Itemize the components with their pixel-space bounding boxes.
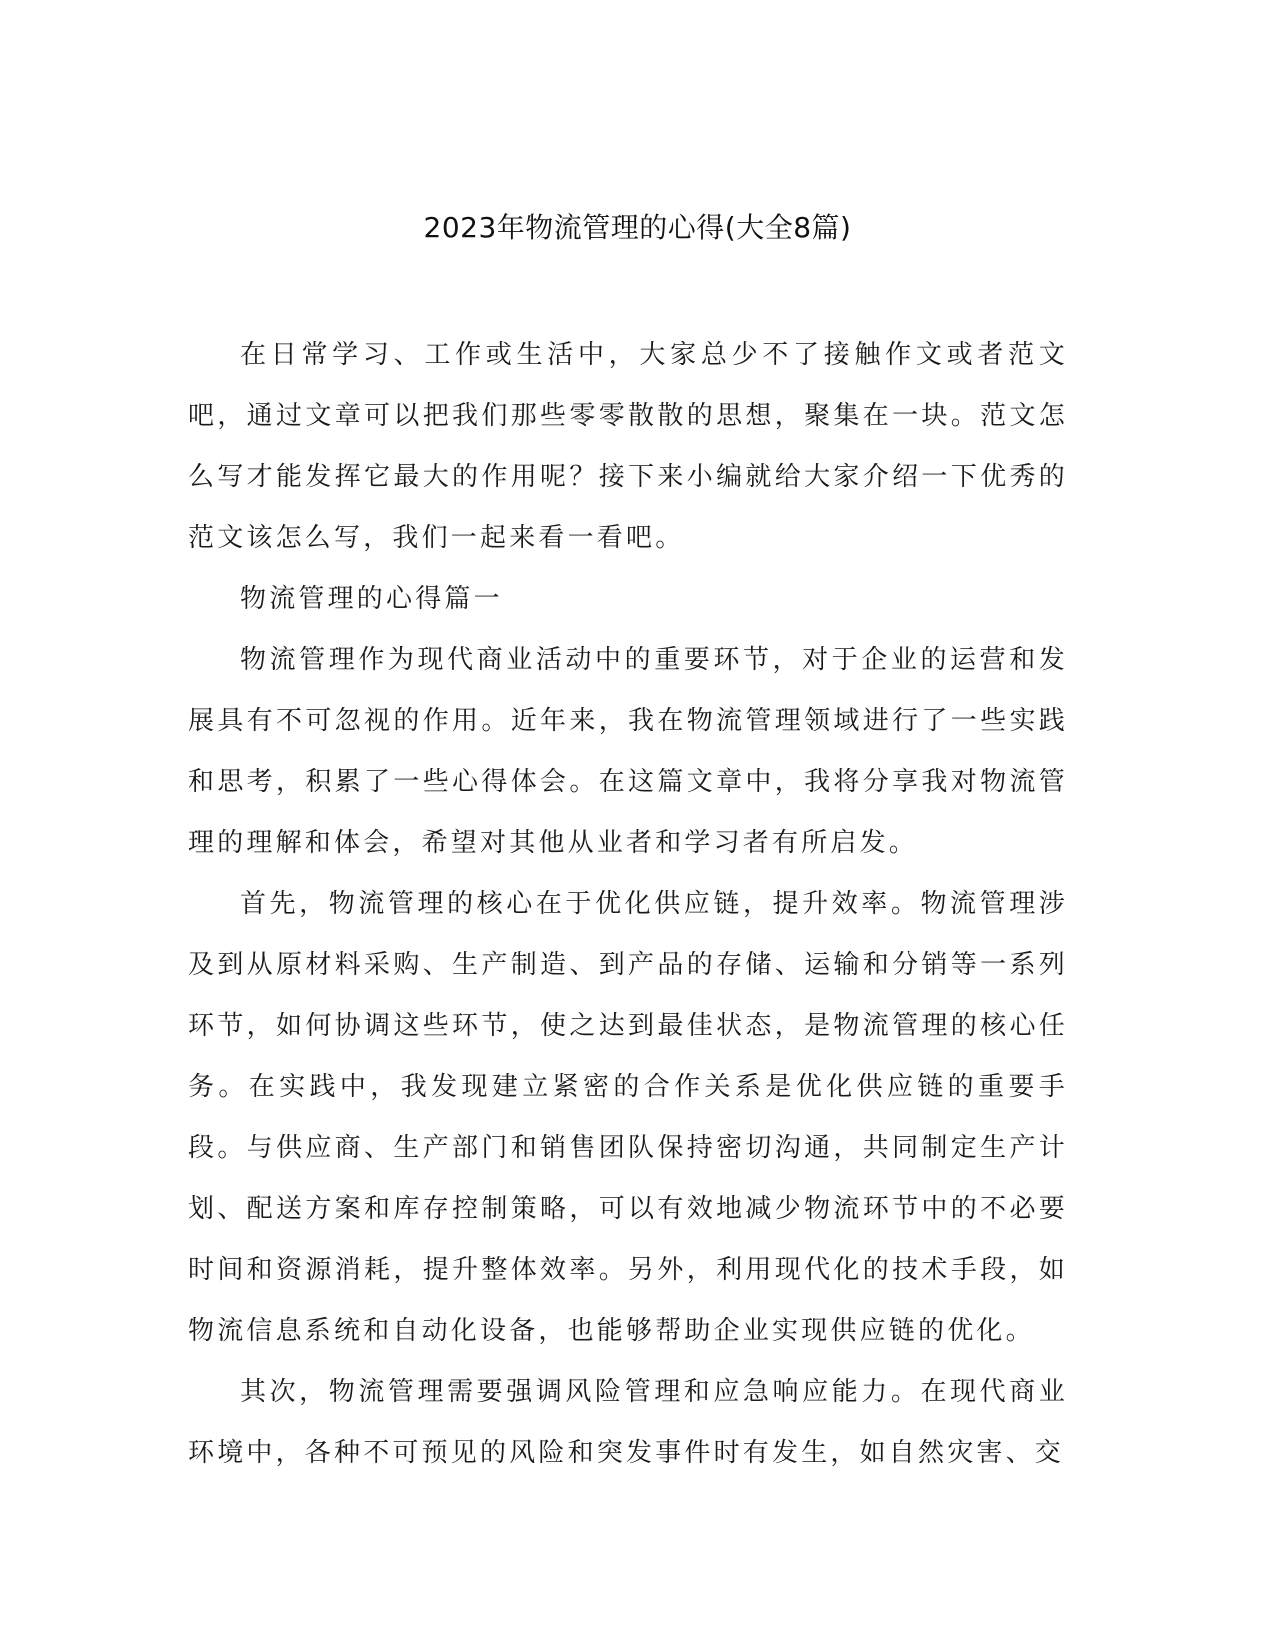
document-title: 2023年物流管理的心得(大全8篇) <box>423 211 852 244</box>
intro-paragraph: 在日常学习、工作或生活中，大家总少不了接触作文或者范文吧，通过文章可以把我们那些零零散散的思想，聚集在一块。范文怎么写才能发挥它最大的作用呢？接下来小编就给大家介绍一下优秀的范文该怎么写，我们一起来看一看吧。 <box>188 340 1068 553</box>
body-paragraph: 物流管理作为现代商业活动中的重要环节，对于企业的运营和发展具有不可忽视的作用。近年来，我在物流管理领域进行了一些实践和思考，积累了一些心得体会。在这篇文章中，我将分享我对物流管理的理解和体会，希望对其他从业者和学习者有所启发。 <box>188 645 1068 858</box>
document-body <box>188 325 1068 1484</box>
section-heading: 物流管理的心得篇一 <box>240 584 503 614</box>
body-paragraph: 其次，物流管理需要强调风险管理和应急响应能力。在现代商业环境中，各种不可预见的风险和突发事件时有发生，如自然灾害、交 <box>188 1377 1068 1468</box>
body-paragraph: 首先，物流管理的核心在于优化供应链，提升效率。物流管理涉及到从原材料采购、生产制造、到产品的存储、运输和分销等一系列环节，如何协调这些环节，使之达到最佳状态，是物流管理的核心任务。在实践中，我发现建立紧密的合作关系是优化供应链的重要手段。与供应商、生产部门和销售团队保持密切沟通，共同制定生产计划、配送方案和库存控制策略，可以有效地减少物流环节中的不必要时间和资源消耗，提升整体效率。另外，利用现代化的技术手段，如物流信息系统和自动化设备，也能够帮助企业实现供应链的优化。 <box>188 889 1068 1346</box>
